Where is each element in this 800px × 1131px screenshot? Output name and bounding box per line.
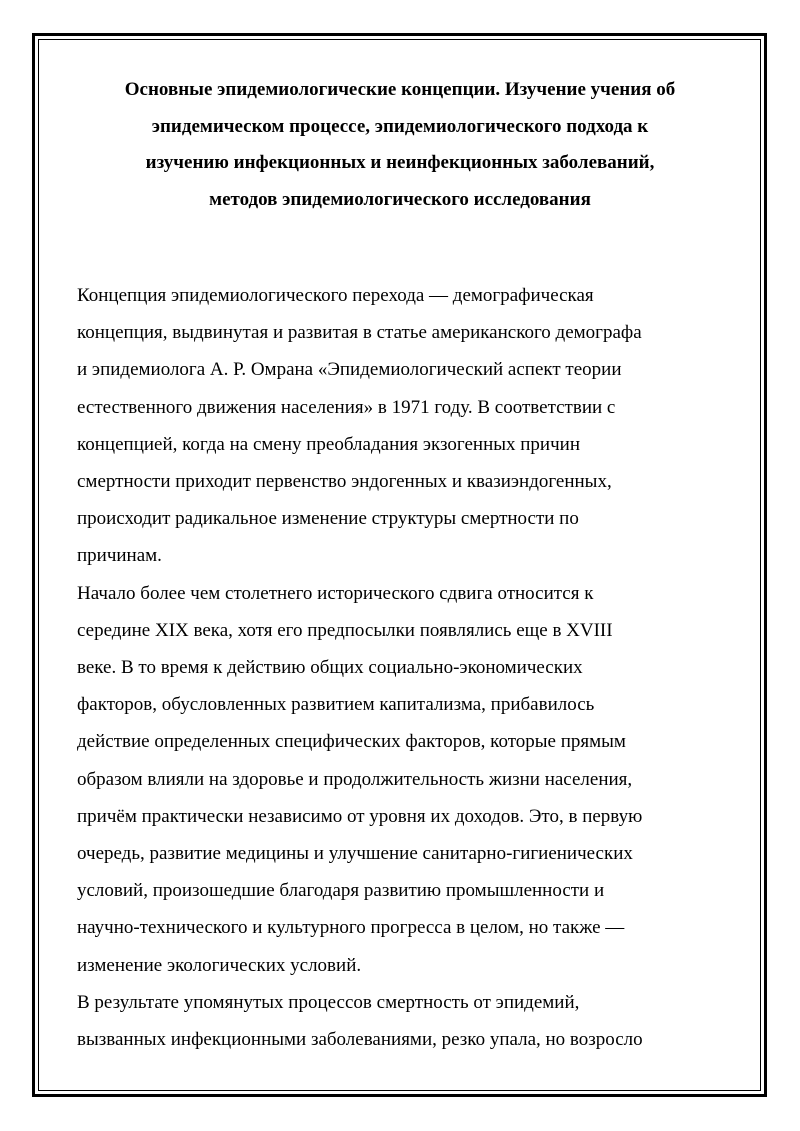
title-line-2: эпидемическом процессе, эпидемиологического подхода к [151,115,649,137]
body-line: образом влияли на здоровье и продолжительность жизни населения, [77,768,633,790]
body-line: Концепция эпидемиологического перехода — демографическая [77,285,594,306]
body-line: концепция, выдвинутая и развитая в статье американского демографа [77,322,642,344]
body-line: причинам. [77,545,162,567]
body-line: смертности приходит первенство эндогенных и квазиэндогенных, [77,471,612,493]
body-line: В результате упомянутых процессов смертность от эпидемий, [77,991,580,1013]
body-line: изменение экологических условий. [77,954,362,976]
body-line: научно-технического и культурного прогресса в целом, но также — [77,917,625,939]
title-line-3: изучению инфекционных и неинфекционных заболеваний, [145,152,655,173]
body-line: середине XIX века, хотя его предпосылки появлялись еще в XVIII [77,619,613,641]
body-line: Начало более чем столетнего исторического сдвига относится к [77,582,594,604]
body-line: концепцией, когда на смену преобладания экзогенных причин [77,433,580,455]
body-line: условий, произошедшие благодаря развитию промышленности и [77,880,605,902]
body-line: действие определенных специфических факторов, которые прямым [77,731,626,753]
body-line: происходит радикальное изменение структуры смертности по [77,508,579,530]
title-line-4: методов эпидемиологического исследования [209,188,591,210]
body-line: веке. В то время к действию общих социально-экономических [77,657,583,679]
body-line: и эпидемиолога А. Р. Омрана «Эпидемиологический аспект теории [77,359,622,381]
body-line: очередь, развитие медицины и улучшение санитарно-гигиенических [77,843,633,865]
body-line: причём практически независимо от уровня их доходов. Это, в первую [77,805,643,827]
title-line-1: Основные эпидемиологические концепции. Изучение учения об [124,79,676,100]
body-line: факторов, обусловленных развитием капитализма, прибавилось [77,694,595,716]
body-line: естественного движения населения» в 1971 году. В соответствии с [77,396,616,418]
body-line: вызванных инфекционными заболеваниями, резко упала, но возросло [77,1029,643,1051]
document-title [80,72,720,218]
document-body [77,277,737,1058]
